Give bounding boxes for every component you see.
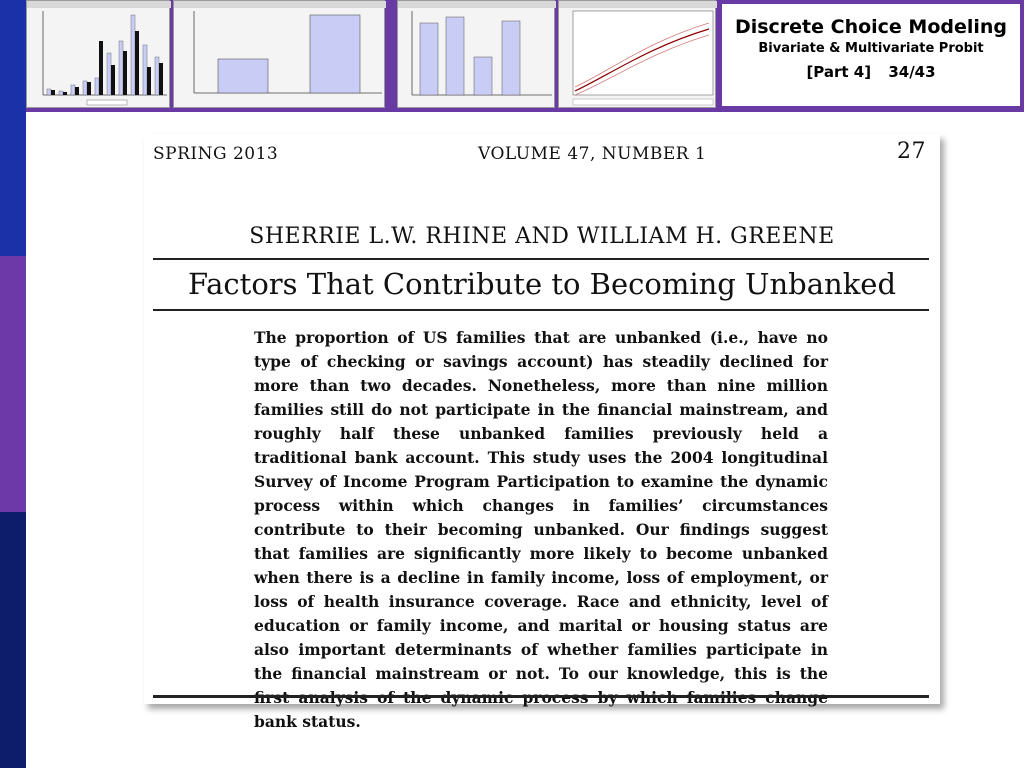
thumb-titlebar bbox=[174, 1, 386, 8]
rule-below-title bbox=[153, 309, 929, 311]
thumbnail-partial-effects bbox=[558, 0, 716, 108]
rule-above-title bbox=[153, 258, 929, 260]
paper-title: Factors That Contribute to Becoming Unbanked bbox=[187, 267, 897, 301]
thumb-legend bbox=[573, 99, 713, 105]
thumb-titlebar bbox=[559, 1, 717, 8]
header-strip bbox=[26, 0, 1024, 112]
thumbnail-mode-scores-graphic bbox=[398, 1, 556, 109]
color-bar-segment-navy bbox=[0, 512, 26, 768]
running-head-issue: SPRING 2013 bbox=[153, 144, 279, 164]
thumb-bars bbox=[420, 17, 520, 95]
slide-page-counter: 34/43 bbox=[888, 63, 936, 81]
thumb-bars bbox=[47, 15, 163, 95]
thumb-bar-0 bbox=[218, 59, 268, 93]
slide-part-indicator bbox=[722, 63, 1020, 81]
thumbnail-partial-effects-graphic bbox=[559, 1, 717, 109]
slide-part: [Part 4] bbox=[806, 63, 872, 81]
thumbnail-mode-scores bbox=[397, 0, 555, 108]
thumbnail-doctor-visits-graphic bbox=[174, 1, 386, 109]
thumbnail-doctor-visits bbox=[173, 0, 385, 108]
page-number: 27 bbox=[897, 139, 926, 164]
running-head-volume: VOLUME 47, NUMBER 1 bbox=[478, 144, 707, 164]
paper-authors: SHERRIE L.W. RHINE AND WILLIAM H. GREENE bbox=[249, 224, 835, 249]
color-bar-segment-purple bbox=[0, 256, 26, 512]
thumb-titlebar bbox=[398, 1, 556, 8]
rule-below-abstract bbox=[153, 695, 929, 698]
paper-excerpt bbox=[144, 134, 940, 731]
slide-title-box bbox=[720, 2, 1022, 108]
slide-title: Discrete Choice Modeling bbox=[734, 16, 1008, 38]
paper-abstract: The proportion of US families that are unbanked (i.e., have no type of checking or savings account) has steadily declined for more than two decades. Nonetheless, more than nine million families still do not participate in the financial mainstream, and roughly half these unbanked families previously held a traditional bank account. This study uses the 2004 longitudinal Survey of Income Program Participation to examine the dynamic process within which changes in families’ circumstances contribute to their becoming unbanked. Our findings suggest that families are significantly more likely to become unbanked when there is a decline in family income, loss of employment, or loss of health insurance coverage. Race and ethnicity, level of education or family income, and marital or housing status are also important determinants of whether families participate in the financial mainstream or not. To our knowledge, this is the bank status. bbox=[254, 328, 828, 731]
thumbnail-histogram bbox=[26, 0, 170, 108]
thumb-legend bbox=[87, 100, 127, 105]
slide-subtitle: Bivariate & Multivariate Probit bbox=[758, 41, 984, 56]
thumbnail-histogram-graphic bbox=[27, 1, 171, 109]
left-color-bar bbox=[0, 0, 26, 768]
color-bar-segment-blue bbox=[0, 0, 26, 256]
thumb-titlebar bbox=[27, 1, 171, 8]
thumb-plot-area bbox=[573, 11, 713, 95]
thumb-bar-1 bbox=[310, 15, 360, 93]
